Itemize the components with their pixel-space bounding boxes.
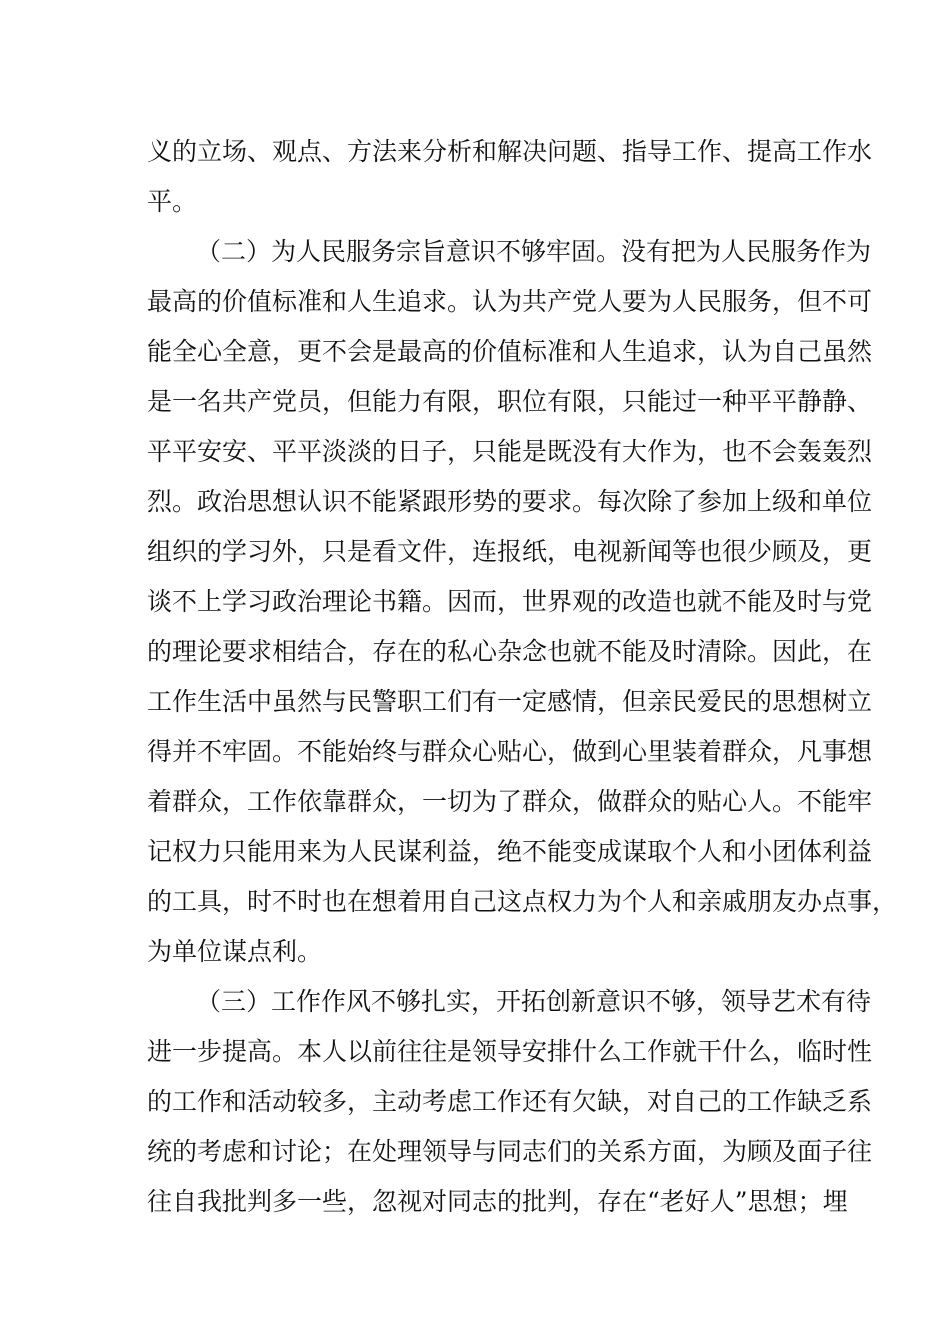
text-line: 组织的学习外，只是看文件，连报纸，电视新闻等也很少顾及，更 [147, 537, 873, 566]
text-line: （三）工作作风不够扎实，开拓创新意识不够，领导艺术有待 [196, 987, 872, 1016]
text-line: 记权力只能用来为人民谋利益，绝不能变成谋取个人和小团体利益 [147, 837, 873, 866]
text-line: 能全心全意，更不会是最高的价值标准和人生追求，认为自己虽然 [147, 337, 873, 366]
text-line: 义的立场、观点、方法来分析和解决问题、指导工作、提高工作水 [147, 137, 873, 166]
text-line: 统的考虑和讨论；在处理领导与同志们的关系方面，为顾及面子往 [147, 1137, 873, 1166]
text-line: 烈。政治思想认识不能紧跟形势的要求。每次除了参加上级和单位 [147, 487, 873, 516]
text-line: 最高的价值标准和人生追求。认为共产党人要为人民服务，但不可 [147, 287, 873, 316]
text-line: 为单位谋点利。 [147, 937, 323, 966]
text-line: 着群众，工作依靠群众，一切为了群众，做群众的贴心人。不能牢 [147, 787, 873, 816]
text-line: 是一名共产党员，但能力有限，职位有限，只能过一种平平静静、 [147, 387, 873, 416]
text-line: 往自我批判多一些，忽视对同志的批判，存在“老好人”思想；埋 [147, 1187, 848, 1216]
text-line: 平平安安、平平淡淡的日子，只能是既没有大作为，也不会轰轰烈 [147, 437, 873, 466]
text-line: 进一步提高。本人以前往往是领导安排什么工作就干什么，临时性 [147, 1037, 873, 1066]
text-line: 得并不牢固。不能始终与群众心贴心，做到心里装着群众，凡事想 [147, 737, 873, 766]
text-line: 的工具，时不时也在想着用自己这点权力为个人和亲戚朋友办点事， [147, 887, 898, 916]
text-line: 谈不上学习政治理论书籍。因而，世界观的改造也就不能及时与党 [147, 587, 873, 616]
text-line: 工作生活中虽然与民警职工们有一定感情，但亲民爱民的思想树立 [147, 687, 873, 716]
text-line: 的理论要求相结合，存在的私心杂念也就不能及时清除。因此，在 [147, 637, 873, 666]
text-line: 平。 [147, 187, 198, 216]
text-line: （二）为人民服务宗旨意识不够牢固。没有把为人民服务作为 [196, 237, 872, 266]
text-line: 的工作和活动较多，主动考虑工作还有欠缺，对自己的工作缺乏系 [147, 1087, 873, 1116]
